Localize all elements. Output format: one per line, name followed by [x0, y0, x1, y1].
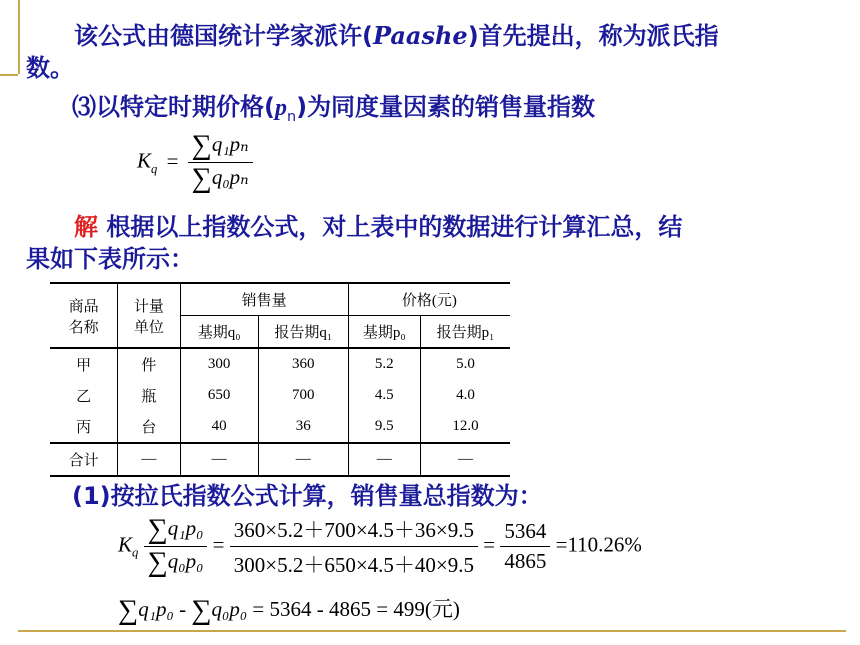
- header-unit: [118, 283, 180, 348]
- cell-unit: 台: [118, 411, 180, 443]
- cell-total-label: 合计: [50, 443, 118, 476]
- paashe-name: Paashe: [372, 21, 468, 50]
- cell-p1: 5.0: [420, 348, 510, 380]
- heading-3-suffix: )为同度量因素的销售量指数: [296, 93, 596, 121]
- formula2-num1: q₁p₀: [167, 515, 204, 540]
- cell-q1: 360: [258, 348, 348, 380]
- cell-q0: 40: [180, 411, 258, 443]
- header-product-line2: 名称: [68, 319, 99, 336]
- paasche-formula: $K_q$ = $\frac{\text{∑q₁pₙ}}{\text{∑q₀pₙ}}$: [137, 132, 253, 194]
- formula2-fraction-3: [500, 519, 550, 574]
- formula2-result: 110.26%: [567, 532, 642, 557]
- table-row: [50, 411, 510, 443]
- intro-text-2: )首先提出，称为派氏指: [467, 22, 719, 50]
- intro-paragraph: [26, 20, 838, 84]
- cell-total-p1: —: [420, 443, 510, 476]
- cell-total-p0: —: [348, 443, 420, 476]
- formula2-lhs: K: [118, 532, 133, 557]
- formula1-numerator: q₁pₙ: [211, 132, 249, 156]
- table-row: [50, 348, 510, 380]
- cell-p1: 4.0: [420, 380, 510, 411]
- cell-q1: 36: [258, 411, 348, 443]
- formula1-lhs-sub: q: [151, 161, 158, 176]
- header-product-line1: 商品: [68, 298, 99, 315]
- formula2-den1: q₀p₀: [167, 549, 204, 573]
- bottom-divider: [18, 630, 846, 632]
- laspeyres-calculation: $K_q$ $\frac{\text{∑q₁p₀}}{\text{∑q₀p₀}}$ = $\frac{360\times 5.2+700\times 4.5+36\times 9.5}{300\times 5.2+650\times 4.5+40\times 9.5}$ = $\frac{5364}{4865}$ =110.26%: [118, 513, 642, 578]
- formula1-denominator: q₀pₙ: [211, 165, 249, 190]
- cell-name: 丙: [76, 420, 92, 436]
- formula1-fraction: $\frac{\text{∑q₁pₙ}}{\text{∑q₀pₙ}}$: [188, 132, 253, 194]
- title-accent-horizontal: [0, 74, 18, 76]
- header-unit-line2: 单位: [133, 319, 164, 336]
- cell-q1: 700: [258, 380, 348, 411]
- sales-data-table: [50, 282, 510, 477]
- header-price: 价格(元): [348, 283, 510, 316]
- cell-total-q1: —: [258, 443, 348, 476]
- cell-p0: 5.2: [348, 348, 420, 380]
- heading-3-prefix: ⑶以特定时期价格(: [72, 93, 275, 121]
- intro-text-1: 该公式由德国统计学家派许(: [74, 22, 373, 50]
- formula2-fraction-1: $\frac{\text{∑q₁p₀}}{\text{∑q₀p₀}}$: [144, 516, 208, 578]
- solution-text-1: 根据以上指数公式，对上表中的数据进行计算汇总，结: [98, 213, 683, 241]
- formula3-result: 5364 - 4865 = 499(元): [269, 597, 460, 621]
- formula1-lhs: K: [137, 148, 152, 173]
- cell-p1: 12.0: [420, 411, 510, 443]
- cell-total-q0: —: [180, 443, 258, 476]
- solution-text-2: 果如下表所示：: [26, 245, 194, 273]
- formula2-lhs-sub: q: [132, 545, 139, 560]
- cell-unit: 瓶: [118, 380, 180, 411]
- heading-3-var: p: [274, 95, 287, 121]
- table-row: [50, 380, 510, 411]
- formula2-den2: 300×5.2＋650×4.5＋40×9.5: [233, 553, 475, 577]
- formula2-num3: 5364: [500, 519, 550, 547]
- cell-q0: 300: [180, 348, 258, 380]
- formula2-den3: 4865: [504, 549, 547, 573]
- solution-label: 解: [74, 213, 98, 241]
- header-product: [50, 283, 118, 348]
- difference-calculation: ∑q₁p₀ - ∑q₀p₀ = 5364 - 4865 = 499(元): [118, 595, 460, 626]
- cell-q0: 650: [180, 380, 258, 411]
- cell-p0: 4.5: [348, 380, 420, 411]
- formula3-term1: q₁p₀: [138, 597, 174, 621]
- solution-paragraph: [26, 211, 838, 275]
- header-q1: 报告期q₁: [258, 316, 348, 349]
- formula2-fraction-2: [230, 514, 478, 579]
- calc-heading-1: [72, 480, 543, 512]
- title-accent-vertical: [18, 0, 20, 74]
- header-p0: 基期p₀: [348, 316, 420, 349]
- header-q0: 基期q₀: [180, 316, 258, 349]
- heading-3: [72, 91, 595, 133]
- cell-p0: 9.5: [348, 411, 420, 443]
- cell-name: 甲: [50, 348, 118, 380]
- cell-name: 乙: [76, 389, 92, 405]
- formula2-num2: 360×5.2＋700×4.5＋36×9.5: [230, 514, 478, 547]
- formula3-term2: q₀p₀: [211, 597, 248, 621]
- table-total-row: [50, 443, 510, 476]
- heading-3-sub: n: [286, 108, 297, 125]
- header-p1: 报告期p₁: [420, 316, 510, 349]
- cell-unit: 件: [118, 348, 180, 380]
- cell-total-unit: —: [118, 443, 180, 476]
- intro-text-3: 数。: [26, 54, 74, 82]
- header-unit-line1: 计量: [133, 298, 164, 315]
- header-sales-volume: 销售量: [180, 283, 348, 316]
- calc-heading-1-text: (1)按拉氏指数公式计算，销售量总指数为：: [72, 482, 543, 510]
